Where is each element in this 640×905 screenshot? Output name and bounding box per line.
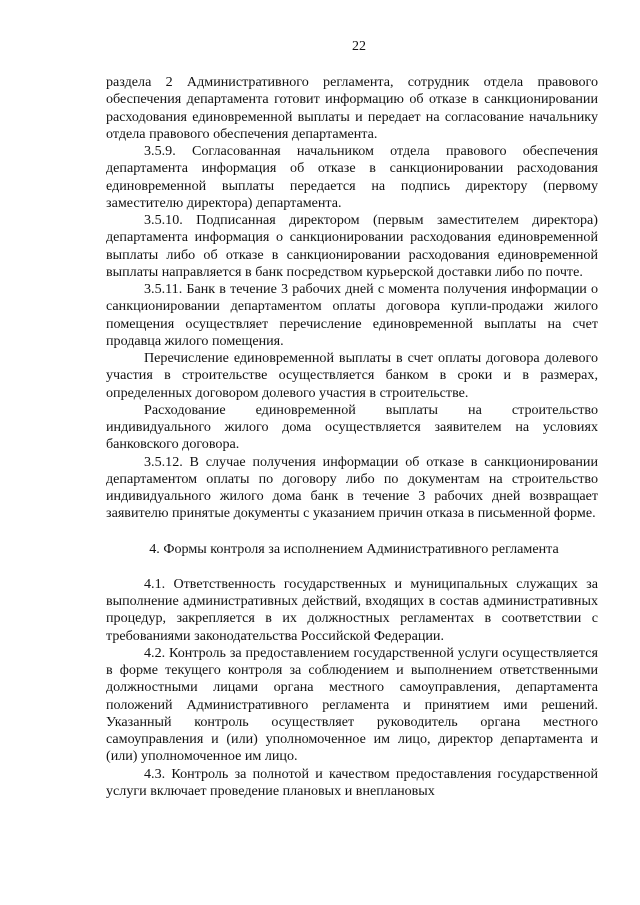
paragraph-3-5-11: 3.5.11. Банк в течение 3 рабочих дней с момента получения информации о санкционировании департаментом оплаты договора купли-продажи жилого помещения осуществляет перечисление единовременной выплаты на счет продавца жилого помещения.	[106, 281, 598, 349]
paragraph-transfer-shared-construction: Перечисление единовременной выплаты в счет оплаты договора долевого участия в строительстве осуществляется банком в сроки и в размерах, определенных договором долевого участия в строительстве.	[106, 350, 598, 401]
paragraph-4-3: 4.3. Контроль за полнотой и качеством предоставления государственной услуги включает проведение плановых и внеплановых	[106, 765, 598, 799]
paragraph-4-1: 4.1. Ответственность государственных и муниципальных служащих за выполнение административных действий, входящих в состав административных процедур, закрепляется в их должностных регламентах в соответствии с требованиями законодательства Российской Федерации.	[106, 575, 598, 644]
page-number: 22	[352, 39, 366, 54]
paragraph-3-5-9: 3.5.9. Согласованная начальником отдела правового обеспечения департамента информация об отказе в санкционировании расходования единовременной выплаты передается на подпись директору (первому заместителю директора) департамента.	[106, 143, 598, 211]
paragraph-3-5-10: 3.5.10. Подписанная директором (первым заместителем директора) департамента информация о санкционировании расходования единовременной выплаты либо об отказе в санкционировании расходования единовременной выплаты направляется в банк посредством курьерской доставки либо по почте.	[106, 212, 598, 280]
paragraph-spending-house-construction: Расходование единовременной выплаты на строительство индивидуального жилого дома осуществляется заявителем на условиях банковского договора.	[106, 401, 598, 453]
section-title: 4. Формы контроля за исполнением Административного регламента	[149, 540, 559, 557]
paragraph-3-5-12: 3.5.12. В случае получения информации об отказе в санкционировании департаментом оплаты по договору либо по документам на строительство индивидуального жилого дома банк в течение 3 рабочих дней возвращает заявителю принятые документы с указанием причин отказа в письменной форме.	[106, 453, 598, 522]
paragraph-continuation: раздела 2 Административного регламента, сотрудник отдела правового обеспечения департамента готовит информацию об отказе в санкционировании расходования единовременной выплаты и передает на согласование начальнику отдела правового обеспечения департамента.	[106, 74, 598, 142]
paragraph-4-2: 4.2. Контроль за предоставлением государственной услуги осуществляется в форме текущего контроля за соблюдением и выполнением ответственными должностными лицами органа местного самоуправления, департамента положений Административного регламента и принятием ими решений. Указанный контроль осуществляет руководитель органа местного самоуправления и (или) уполномоченное им лицо, директор департамента и (или) уполномоченное им лицо.	[106, 644, 598, 765]
